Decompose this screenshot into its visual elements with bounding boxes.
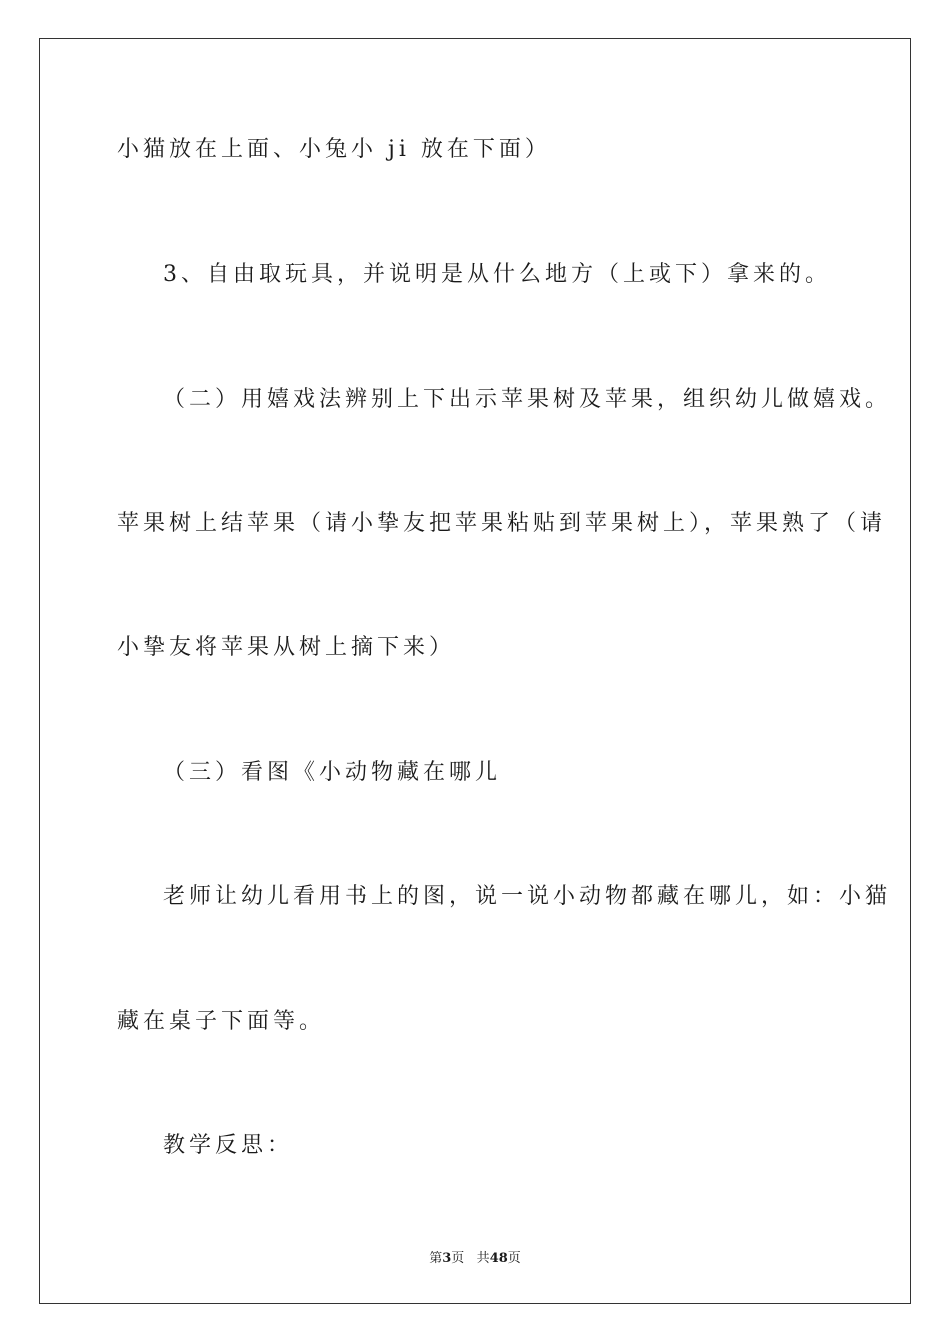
footer-page-number: 3 (442, 1251, 452, 1266)
footer-total-suffix: 页 (507, 1251, 521, 1266)
body-line-4: 苹果树上结苹果（请小挚友把苹果粘贴到苹果树上），苹果熟了（请 (117, 511, 887, 536)
body-line-7: 老师让幼儿看用书上的图，说一说小动物都藏在哪儿，如：小猫 (163, 884, 892, 909)
footer-page-prefix: 第 (429, 1251, 443, 1266)
footer-page-suffix: 页 (451, 1251, 465, 1266)
page-footer (0, 1247, 950, 1266)
body-line-9: 教学反思： (163, 1133, 294, 1158)
body-line-1: 小猫放在上面、小兔小 ji 放在下面） (117, 137, 551, 162)
body-line-2: 3、自由取玩具，并说明是从什么地方（上或下）拿来的。 (163, 262, 831, 287)
body-line-6: （三）看图《小动物藏在哪儿 (163, 760, 502, 785)
footer-total-pages: 48 (489, 1251, 508, 1266)
body-line-3: （二）用嬉戏法辨别上下出示苹果树及苹果，组织幼儿做嬉戏。 (163, 387, 892, 412)
footer-total-prefix: 共 (476, 1251, 490, 1266)
page-border (39, 38, 911, 1304)
body-line-5: 小挚友将苹果从树上摘下来） (117, 635, 456, 660)
body-line-8: 藏在桌子下面等。 (117, 1009, 326, 1034)
